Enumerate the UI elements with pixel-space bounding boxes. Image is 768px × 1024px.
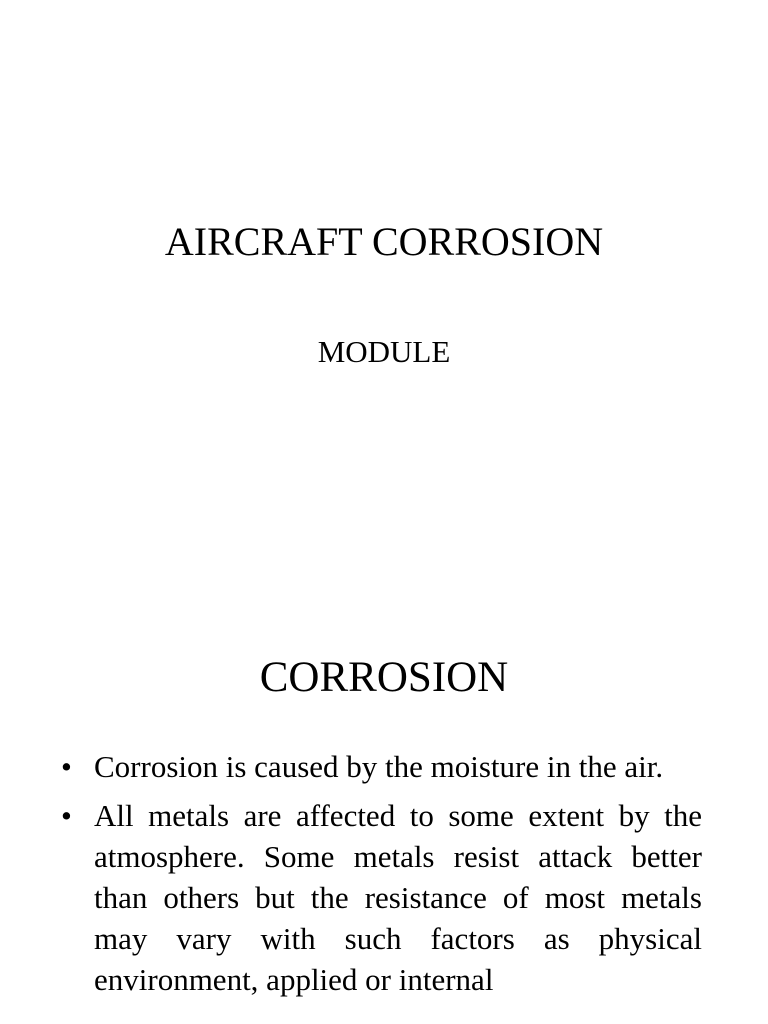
bullet-icon: • [61,798,72,833]
bullet-list [61,746,702,1008]
content-slide [0,576,768,1024]
slide-title: AIRCRAFT CORROSION [164,219,604,264]
bullet-item [61,746,702,787]
bullet-item [61,795,702,1000]
bullet-text: Corrosion is caused by the moisture in the air. [94,749,664,784]
slide-title: CORROSION [259,654,509,701]
bullet-text: All metals are affected to some extent by the atmosphere. Some metals resist attack better than others but the resistance of most metals may vary with such factors as physical environment, applied or internal [94,798,702,997]
slide-subtitle: MODULE [317,334,451,369]
bullet-icon: • [61,749,72,784]
